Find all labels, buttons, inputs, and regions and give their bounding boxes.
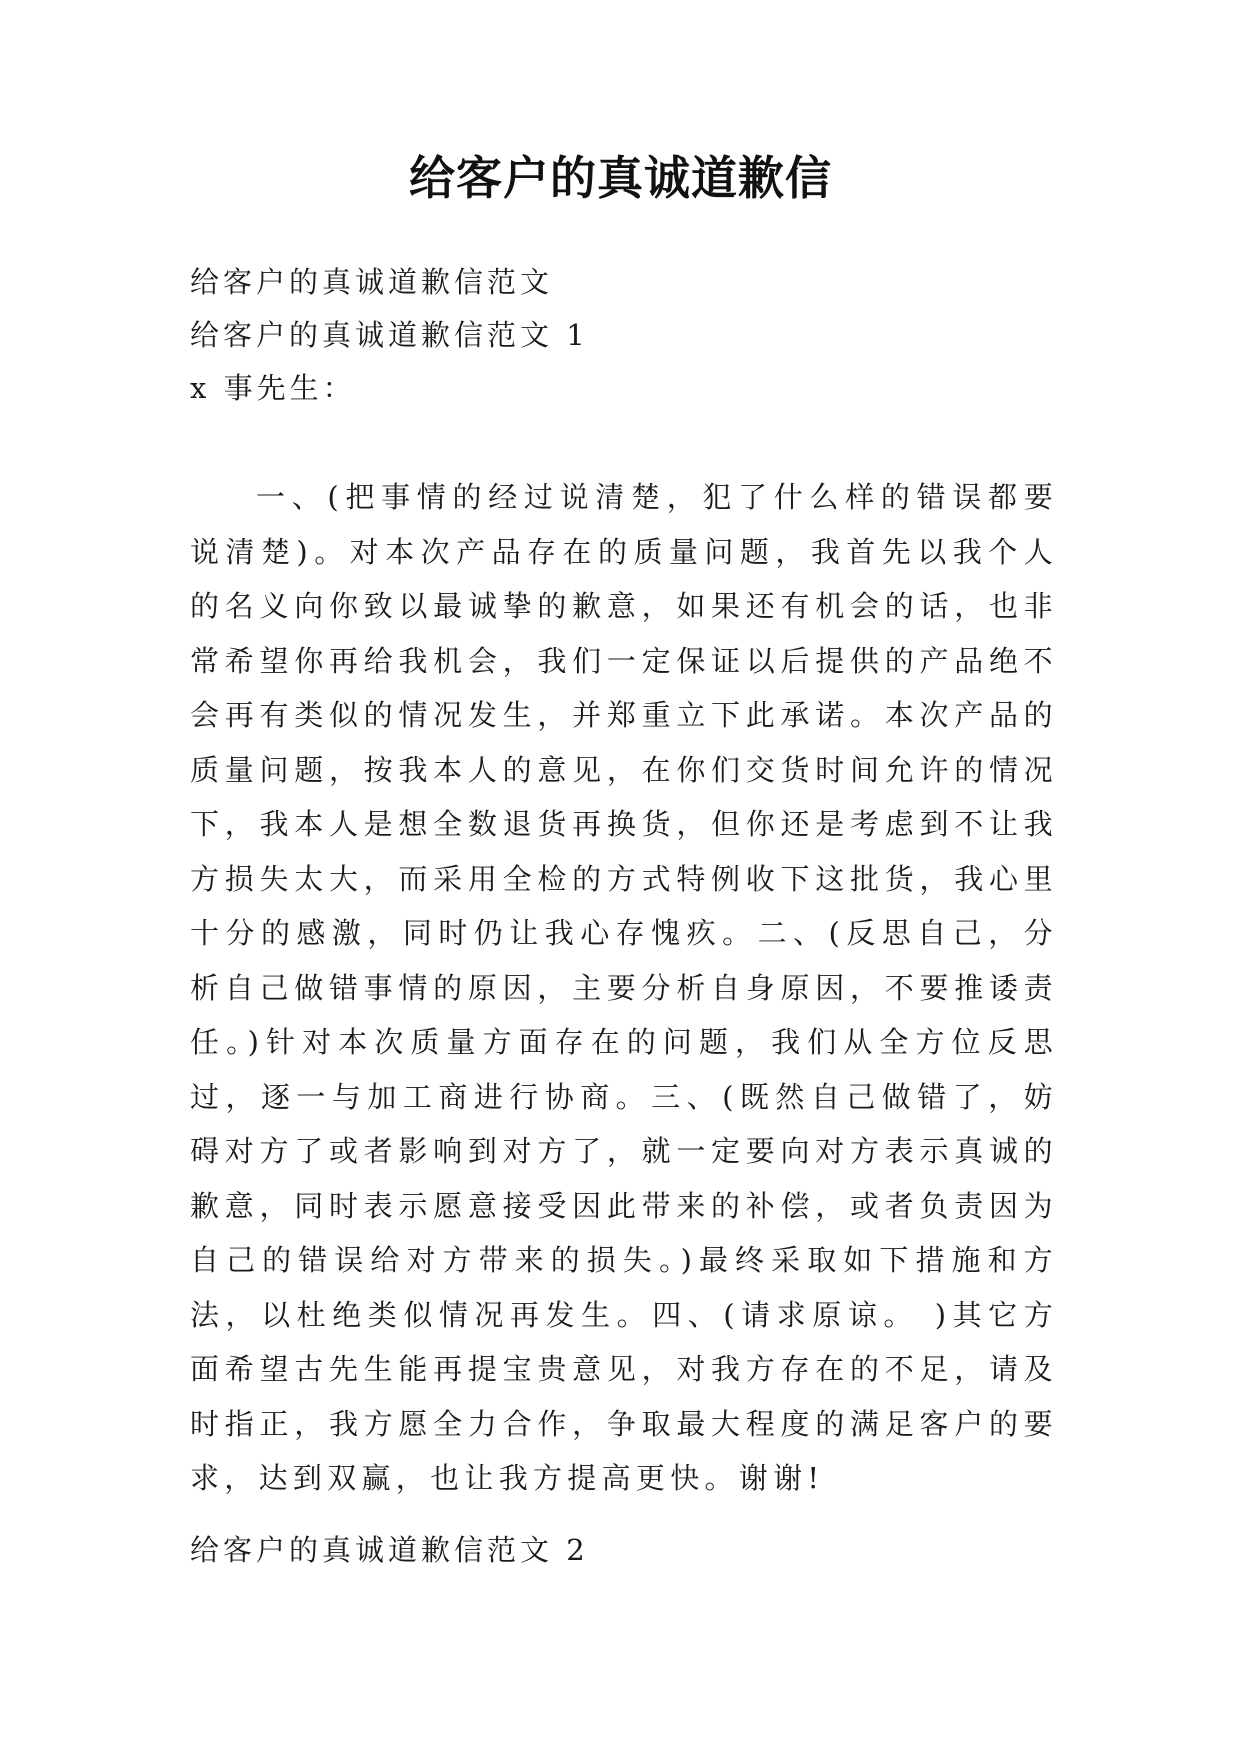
letter-salutation: x 事先生：: [190, 371, 356, 405]
section-heading-sample-1: 给客户的真诚道歉信范文 1: [190, 318, 589, 352]
section-heading-sample-2: 给客户的真诚道歉信范文 2: [190, 1533, 589, 1567]
letter-body-paragraph: 一、(把事情的经过说清楚，犯了什么样的错误都要说清楚)。对本次产品存在的质量问题，我首先以我个人的名义向你致以最诚挚的歉意，如果还有机会的话，也非常希望你再给我机会，我们一定保证以后提供的产品绝不会再有类似的情况发生，并郑重立下此承诺。本次产品的质量问题，按我本人的意见，在你们交货时间允许的情况下，我本人是想全数退货再换货，但你还是考虑到不让我方损失太大，而采用全检的方式特例收下这批货，我心里十分的感激，同时仍让我心存愧疚。二、(反思自己，分析自己做错事情的原因，主要分析自身原因，不要推诿责任。)针对本次质量方面存在的问题，我们从全方位反思过，逐一与加工商进行协商。三、(既然自己做错了，妨碍对方了或者影响到对方了，就一定要向对方表示真诚的歉意，同时表示愿意接受因此带来的补偿，或者负责因为自己的错误给对方带来的损失。)最终采取如下措施和方法，以杜绝类似情况再发生。四、(请求原谅。 )其它方面希望古先生能再提宝贵意见，对我方存在的不足，请及时指正，我方愿全力合作，争取最大程度的满足客户的要求，达到双赢，也让我方提高更快。谢谢!: [190, 480, 1058, 1495]
document-title: 给客户的真诚道歉信: [409, 151, 832, 205]
section-heading-main: 给客户的真诚道歉信范文: [190, 265, 554, 299]
